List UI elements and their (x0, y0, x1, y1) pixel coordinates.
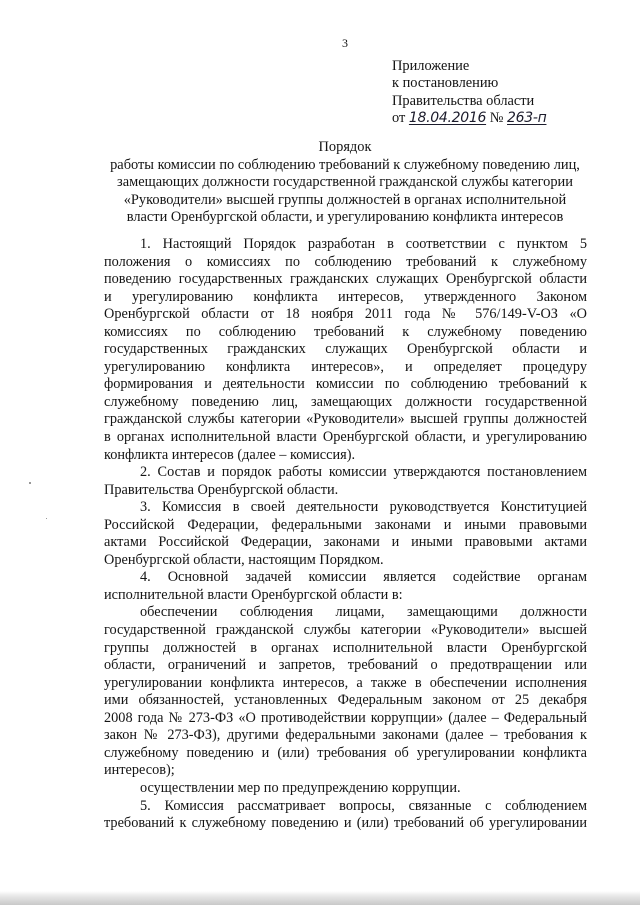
body-line: конфликта интересов (далее – комиссия). (104, 446, 356, 463)
title-heading: Порядок (318, 139, 372, 155)
appendix-date-line (392, 110, 622, 127)
body-line: 3. Комиссия в своей деятельности руководствуется Конституцией (140, 499, 587, 516)
body-line: служебному поведению и (или) требования об урегулировании конфликта (104, 744, 587, 761)
body-line: государственной гражданской службы категории «Руководители» высшей (104, 622, 587, 639)
page-number: 3 (342, 36, 348, 50)
body-line: 2. Состав и порядок работы комиссии утверждаются постановлением (140, 464, 587, 481)
appendix-resolution-line: к постановлению (392, 75, 499, 92)
body-line: осуществлении мер по предупреждению коррупции. (140, 779, 461, 796)
handwritten-number: 263-п (507, 110, 547, 127)
appendix-government-line: Правительства области (392, 92, 535, 109)
body-line: ими обязанностей, установленных Федеральным законом от 25 декабря (104, 692, 587, 709)
body-line: положения о комиссиях по соблюдению требований к служебному (104, 253, 587, 270)
scan-speck (29, 482, 31, 484)
body-line: урегулированию конфликта интересов», и определяет процедуру (104, 358, 587, 375)
scan-bottom-edge (0, 891, 640, 905)
body-line: обеспечении соблюдения лицами, замещающими должности (140, 604, 587, 621)
body-line: и урегулированию конфликта интересов, утвержденного Законом (104, 288, 587, 305)
body-line: 5. Комиссия рассматривает вопросы, связанные с соблюдением (140, 797, 587, 814)
body-line: служебному поведению лиц, замещающих должности государственной (104, 393, 587, 410)
date-prefix: от (392, 110, 406, 127)
body-line: закон № 273-ФЗ), другими федеральными законами (далее – требования к (104, 727, 587, 744)
body-line: 1. Настоящий Порядок разработан в соответствии с пунктом 5 (140, 236, 587, 252)
title-line: замещающих должности государственной гражданской службы категории (117, 174, 573, 191)
body-line: группы должностей в органах исполнительной власти Оренбургской (104, 639, 587, 656)
title-line: власти Оренбургской области, и урегулированию конфликта интересов (126, 209, 564, 226)
document-title (100, 139, 590, 227)
body-line: Оренбургской области от 18 ноября 2011 года № 576/149-V-ОЗ «О (104, 306, 587, 323)
body-line: комиссиях по соблюдению требований к служебному поведению (104, 323, 587, 340)
body-line: требований к служебному поведению и (или) требований об урегулировании (104, 815, 587, 832)
title-line: «Руководители» высшей группы должностей в органах исполнительной (123, 191, 567, 208)
body-line: государственных гражданских служащих Оренбургской области и (104, 341, 587, 358)
appendix-block (392, 58, 622, 128)
body-line: области, ограничений и запретов, требований о предотвращении или (104, 657, 587, 674)
body-line: исполнительной власти Оренбургской области в: (104, 586, 403, 603)
body-line: актами Российской Федерации, законами и иными правовыми актами (104, 534, 587, 551)
body-line: Российской Федерации, федеральными законами и иными правовыми (104, 516, 587, 533)
title-line: работы комиссии по соблюдению требований к служебному поведению лиц, (110, 156, 580, 173)
number-sign: № (489, 110, 504, 127)
scan-speck (46, 518, 47, 519)
appendix-label: Приложение (392, 58, 470, 74)
body-line: Правительства Оренбургской области. (104, 481, 339, 498)
handwritten-date: 18.04.2016 (408, 110, 487, 127)
document-body (104, 236, 587, 833)
body-line: 2008 года № 273-ФЗ «О противодействии коррупции» (далее – Федеральный (104, 709, 587, 726)
body-line: гражданской службы категории «Руководители» высшей группы должностей (104, 411, 587, 428)
body-line: формирования и деятельности комиссии по соблюдению требований к (104, 376, 587, 393)
body-line: в органах исполнительной власти Оренбургской области, и урегулированию (104, 429, 587, 446)
body-line: урегулировании конфликта интересов, а также в обеспечении исполнения (104, 674, 587, 691)
body-line: поведению государственных гражданских служащих Оренбургской области (104, 271, 587, 288)
body-line: Оренбургской области, настоящим Порядком. (104, 551, 384, 568)
body-line: 4. Основной задачей комиссии является содействие органам (140, 569, 587, 586)
body-line: интересов); (104, 762, 175, 779)
